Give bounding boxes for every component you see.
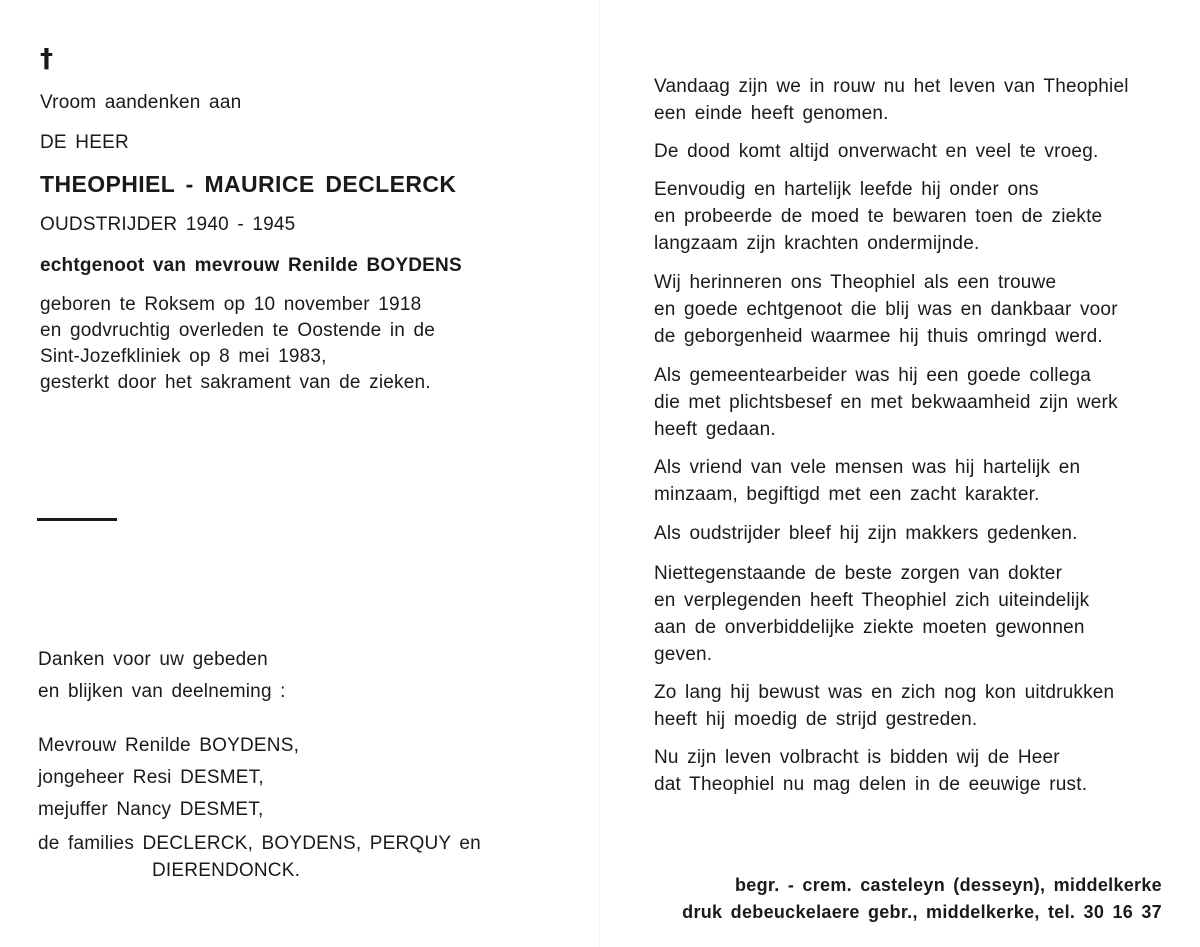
eulogy-paragraph: Wij herinneren ons Theophiel als een trouwe en goede echtgenoot die blij was en dankbaar voor de geborgenheid waarmee hij thuis omringd werd. — [654, 272, 1118, 347]
bio-line: Sint-Jozefkliniek op 8 mei 1983, — [40, 346, 327, 367]
eulogy-paragraph: Nu zijn leven volbracht is bidden wij de Heer dat Theophiel nu mag delen in de eeuwige rust. — [654, 747, 1088, 795]
thanks-line: Danken voor uw gebeden — [38, 649, 268, 670]
family-line: Mevrouw Renilde BOYDENS, — [38, 735, 300, 756]
eulogy-paragraph: Vandaag zijn we in rouw nu het leven van Theophiel een einde heeft genomen. — [654, 76, 1129, 124]
in-memory-line: Vroom aandenken aan — [40, 92, 242, 113]
spouse-line: echtgenoot van mevrouw Renilde BOYDENS — [40, 255, 462, 276]
cross-icon: † — [40, 44, 53, 74]
family-line: mejuffer Nancy DESMET, — [38, 799, 264, 820]
bio-line: geboren te Roksem op 10 november 1918 — [40, 294, 422, 315]
eulogy-paragraph: Niettegenstaande de beste zorgen van dokter en verplegenden heeft Theophiel zich uiteindelijk aan de onverbiddelijke ziekte moeten gewonnen geven. — [654, 563, 1090, 665]
deceased-name: THEOPHIEL - MAURICE DECLERCK — [40, 171, 457, 197]
eulogy-paragraph: Als oudstrijder bleef hij zijn makkers gedenken. — [654, 523, 1078, 544]
eulogy-paragraph: De dood komt altijd onverwacht en veel te vroeg. — [654, 141, 1099, 162]
veteran-line: OUDSTRIJDER 1940 - 1945 — [40, 214, 296, 235]
eulogy-paragraph: Zo lang hij bewust was en zich nog kon uitdrukken heeft hij moedig de strijd gestreden. — [654, 682, 1115, 730]
family-line: jongeheer Resi DESMET, — [38, 767, 264, 788]
title-prefix: DE HEER — [40, 132, 129, 153]
bio-line: en godvruchtig overleden te Oostende in de — [40, 320, 436, 341]
eulogy-paragraph: Als gemeentearbeider was hij een goede collega die met plichtsbesef en met bekwaamheid zijn werk heeft gedaan. — [654, 365, 1118, 440]
divider-line — [37, 518, 117, 521]
eulogy-paragraph: Als vriend van vele mensen was hij hartelijk en minzaam, begiftigd met een zacht karakter. — [654, 457, 1081, 505]
printer-line: druk debeuckelaere gebr., middelkerke, tel. 30 16 37 — [682, 902, 1162, 922]
eulogy-paragraph: Eenvoudig en hartelijk leefde hij onder ons en probeerde de moed te bewaren toen de ziekte langzaam zijn krachten ondermijnde. — [654, 179, 1103, 254]
funeral-home-line: begr. - crem. casteleyn (desseyn), middelkerke — [735, 875, 1162, 895]
family-line: de families DECLERCK, BOYDENS, PERQUY en — [38, 833, 481, 854]
thanks-line: en blijken van deelneming : — [38, 681, 286, 702]
family-line: DIERENDONCK. — [152, 860, 301, 881]
bio-line: gesterkt door het sakrament van de zieken. — [40, 372, 431, 393]
